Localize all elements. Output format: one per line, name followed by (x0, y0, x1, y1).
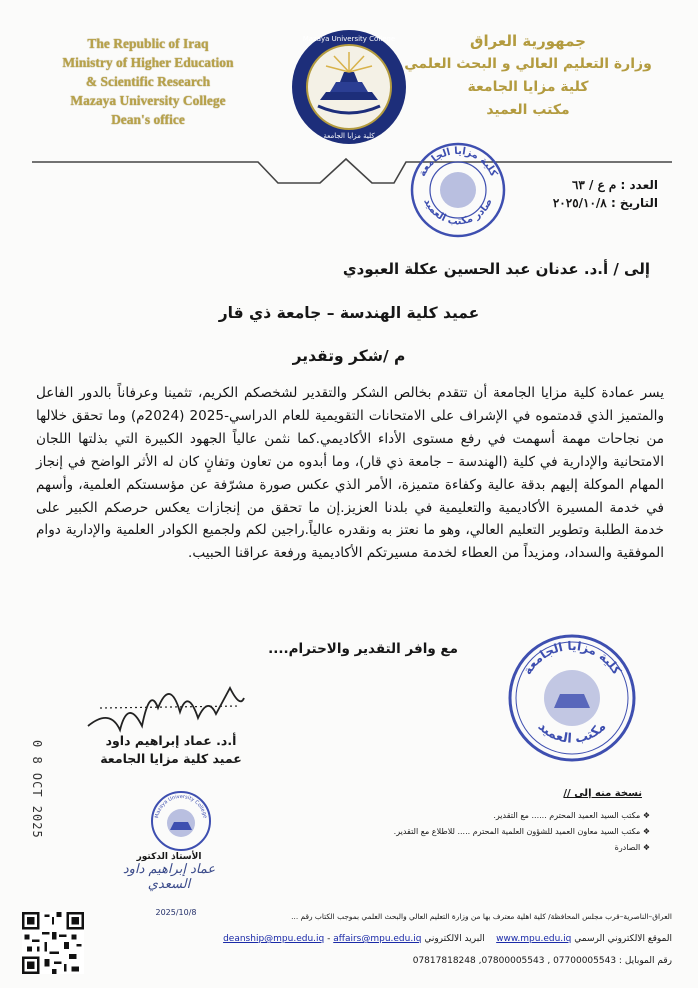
second-signature-date: 2025/10/8 (155, 908, 197, 917)
number-value: م ع / ٦٣ (571, 178, 617, 192)
signer-name: أ.د. عماد إبراهيم داود (105, 733, 237, 748)
en-header-line: The Republic of Iraq (87, 36, 209, 51)
footer-address: العراق–الناصرية–قرب مجلس المحافظة/ كلية اهلية معترف بها من وزارة التعليم العالي والبحث العلمي بموجب الكتاب رقم ... (291, 912, 672, 921)
footer-contacts: الموقع الالكتروني الرسمي www.mpu.edu.iq البريد الالكتروني deanship@mpu.edu.iq - affairs@mpu.edu.iq (223, 934, 672, 944)
stamp2-top-text: كلية مزايا الجامعة (520, 638, 624, 678)
logo-text-ar: كلية مزايا الجامعة (323, 132, 375, 140)
number-label: العدد : (620, 178, 658, 192)
ar-header-line: جمهورية العراق (470, 32, 586, 50)
stamp1-bottom-text: صادر مكتب العميد (421, 196, 495, 228)
email-link-deanship[interactable]: deanship@mpu.edu.iq (223, 934, 325, 944)
signer-block (86, 732, 256, 768)
seal-text: Mazaya University College (154, 793, 208, 819)
second-signature-title: الأستاذ الدكتور (136, 852, 202, 862)
date-stamp (24, 740, 48, 860)
university-logo (290, 28, 408, 146)
cc-item: ❖ الصادرة (394, 840, 650, 856)
website-link[interactable]: www.mpu.edu.iq (496, 934, 572, 944)
recipient-name: إلى / أ.د. عدنان عبد الحسين عكلة العبودي (342, 260, 650, 278)
en-header-line: Dean's office (111, 112, 185, 127)
date-value: ٢٠٢٥/١٠/٨ (552, 196, 607, 210)
cc-item: ❖ مكتب السيد معاون العميد للشؤون العلمية المحترم ..... للاطلاع مع التقدير. (394, 824, 650, 840)
dean-signature (80, 668, 250, 738)
date-stamp-text: 0 8 OCT 2025 (30, 740, 44, 839)
english-header (28, 34, 268, 129)
second-signature-name: عماد إبراهيم داود السعدي (122, 862, 216, 892)
cc-item: ❖ مكتب السيد العميد المحترم ...... مع التقدير. (394, 808, 650, 824)
outgoing-stamp (408, 140, 508, 240)
letter-body: يسر عمادة كلية مزايا الجامعة أن تتقدم بخالص الشكر والتقدير لشخصكم الكريم، تثمينا وعرفاناً بالدور الفاعل والمتميز الذي قدمتموه في الإشراف على الامتحانات التقويمية للعام الدراسي-2025 (2024م) وما تحقق خلالها من نجاحات مهمة أسهمت في رفع مستوى الأداء الأكاديمي.كما نثمن عالياً الجهود الكبيرة التي بذلتها اللجان الامتحانية والإدارية في كلية (الهندسة – جامعة ذي قار)، وما أبدوه من تعاون وتفانٍ كان له الأثر الواضح في إنجاز المهام الموكلة إليهم بدقة عالية وكفاءة متميزة، الأمر الذي عكس صورة مشرّفة عن مؤسستكم العلمية، وأسهم في خدمة المسيرة الأكاديمية والتعليمية في بلدنا العزيز.إن ما تحقق من إنجازات يعكس حرصكم الكبير على خدمة الطلبة وتطوير التعليم العالي، وهو ما نعتز به ونقدره عالياً.راجين لكم ولجميع الكوادر العلمية والإدارية دوام الموفقية والسداد، ومزيداً من العطاء لخدمة مسيرتكم الأكاديمية ورفعة عراقنا الحبيب. (36, 385, 665, 562)
signer-title: عميد كلية مزايا الجامعة (100, 751, 242, 766)
en-header-line: & Scientific Research (85, 74, 211, 89)
recipient-title: عميد كلية الهندسة – جامعة ذي قار (218, 304, 480, 322)
ar-header-line: وزارة التعليم العالي و البحث العلمي (404, 56, 652, 72)
second-signature (104, 852, 234, 892)
arabic-header (398, 30, 658, 122)
dean-office-stamp (506, 632, 638, 764)
phone-numbers: 07700005543 , 07800005543, 07817818248 (412, 956, 617, 966)
phone-label: رقم الموبايل (624, 956, 672, 966)
ar-header-line: مكتب العميد (486, 102, 570, 118)
email-link-affairs[interactable]: affairs@mpu.edu.iq (333, 934, 422, 944)
en-header-line: Ministry of Higher Education (62, 55, 234, 70)
en-header-line: Mazaya University College (70, 93, 226, 108)
reference-block (553, 176, 658, 212)
cc-list (394, 808, 650, 856)
qr-code (22, 912, 84, 974)
footer-phones: رقم الموبايل : 07700005543 , 07800005543, 07817818248 (412, 956, 672, 966)
cc-title: نسخة منه إلى // (563, 788, 642, 799)
stamp1-top-text: كلية مزايا الجامعة (417, 145, 499, 179)
subject: م /شكر وتقدير (292, 347, 406, 365)
university-seal (150, 790, 212, 852)
website-label: الموقع الالكتروني الرسمي (574, 934, 672, 944)
logo-text-en: Mazaya University College (302, 35, 396, 43)
email-label: البريد الالكتروني (424, 934, 485, 944)
ar-header-line: كلية مزايا الجامعة (467, 79, 589, 95)
closing: مع وافر التقدير والاحترام.... (268, 641, 458, 657)
date-label: التاريخ : (610, 196, 658, 210)
stamp2-bottom-text: مكتب العميد (534, 719, 610, 747)
